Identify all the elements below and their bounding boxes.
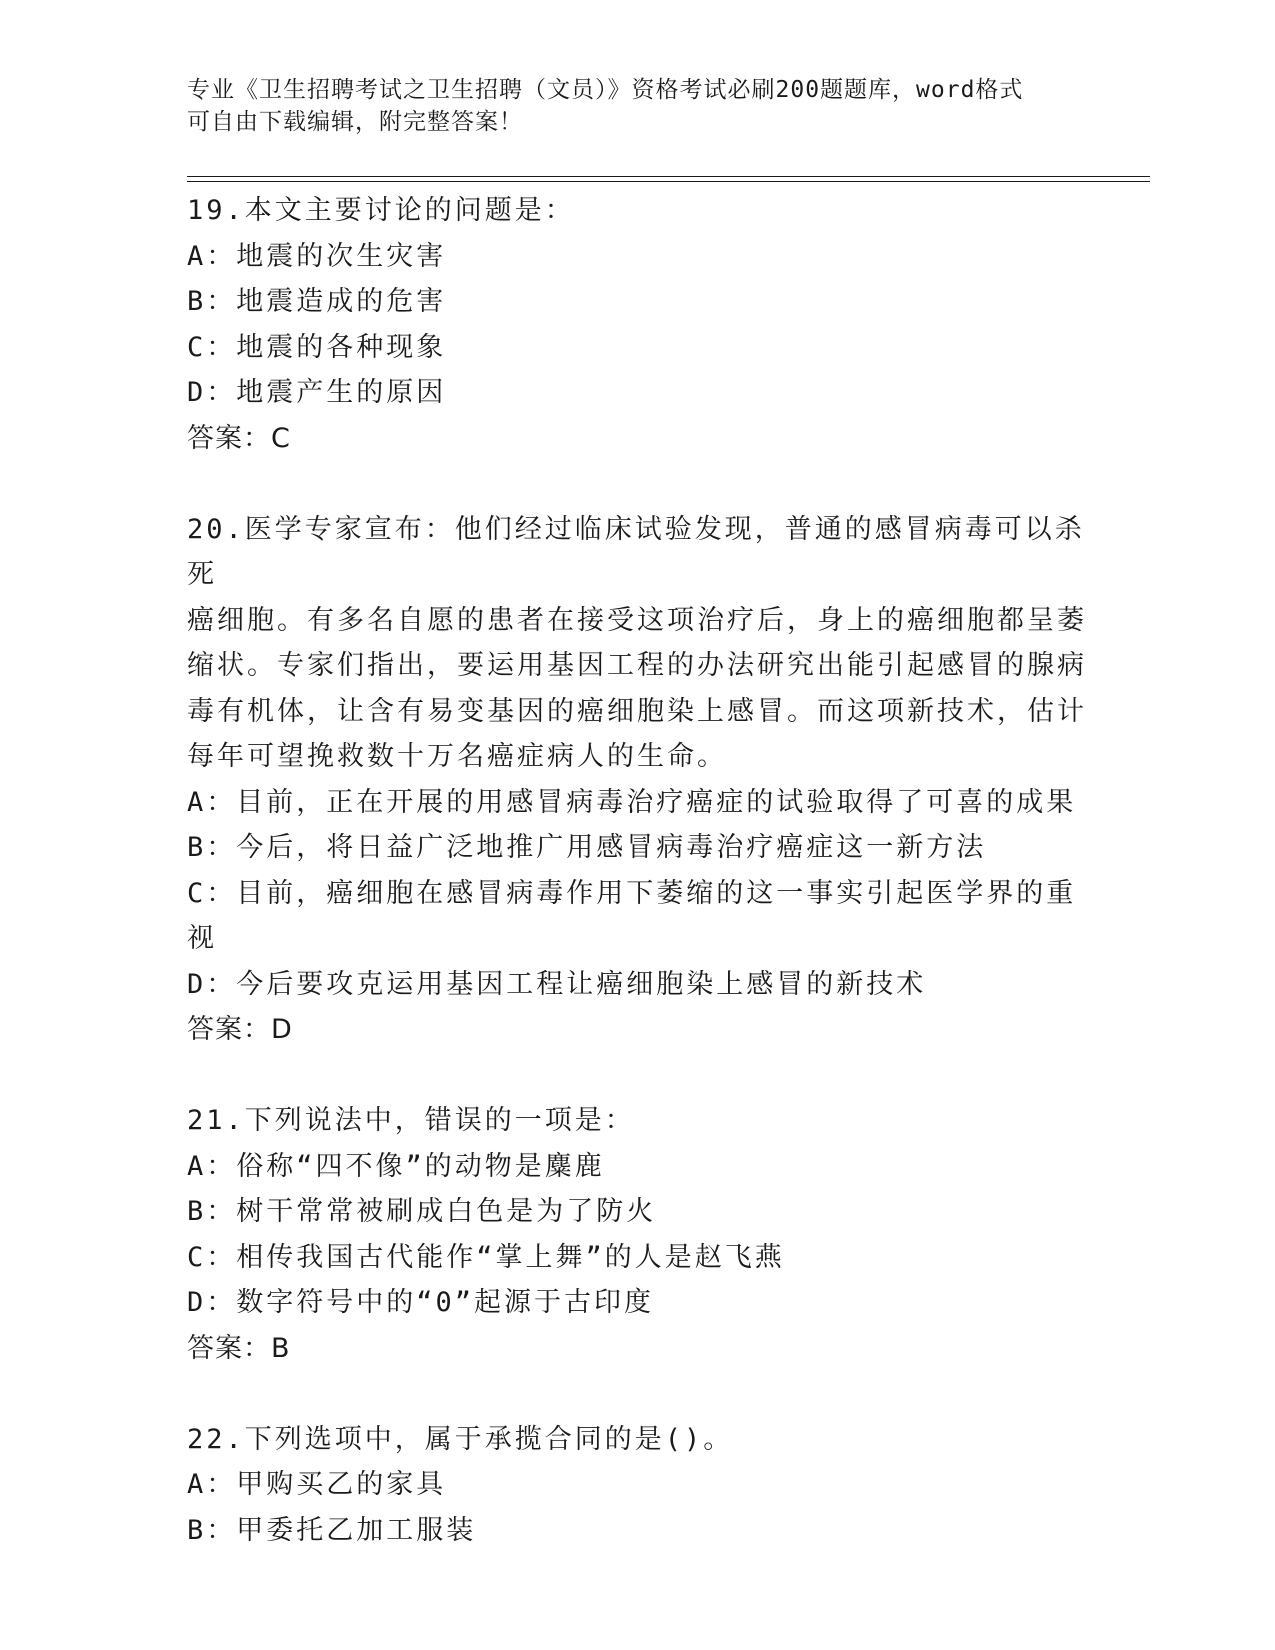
answer-label: 答案： [187,1332,271,1364]
option-d: D：数字符号中的“0”起源于古印度 [187,1287,655,1318]
option-b: B：树干常常被刷成白色是为了防火 [187,1196,657,1227]
option-b: B：今后，将日益广泛地推广用感冒病毒治疗癌症这一新方法 [187,832,987,863]
option-c: C：相传我国古代能作“掌上舞”的人是赵飞燕 [187,1241,785,1273]
question-stem-line: 缩状。专家们指出，要运用基因工程的办法研究出能引起感冒的腺病 [187,650,1087,681]
header-rule-bottom [187,181,1150,182]
option-a: A：目前，正在开展的用感冒病毒治疗癌症的试验取得了可喜的成果 [187,786,1077,818]
question-20 [187,507,1087,1053]
question-stem-line: 每年可望挽救数十万名癌症病人的生命。 [187,741,727,772]
question-stem: 21.下列说法中，错误的一项是： [187,1105,635,1136]
answer-value: B [271,1332,291,1364]
question-list [187,188,1087,1553]
document-header [187,74,1067,138]
option-d: D：今后要攻克运用基因工程让癌细胞染上感冒的新技术 [187,968,927,1000]
question-stem-line: 20.医学专家宣布：他们经过临床试验发现，普通的感冒病毒可以杀死 [187,513,1085,590]
option-d: D：地震产生的原因 [187,377,447,408]
option-a: A：俗称“四不像”的动物是麋鹿 [187,1150,605,1182]
answer-value: D [271,1014,293,1045]
header-line-2: 可自由下载编辑，附完整答案！ [187,109,523,135]
question-stem-line: 癌细胞。有多名自愿的患者在接受这项治疗后，身上的癌细胞都呈萎 [187,604,1087,636]
option-b: B：地震造成的危害 [187,286,447,317]
question-19 [187,188,1087,461]
answer-value: C [271,422,291,454]
header-rule-top [187,176,1150,177]
option-c: C：目前，癌细胞在感冒病毒作用下萎缩的这一事实引起医学界的重视 [187,877,1077,954]
answer-label: 答案： [187,422,271,454]
question-22 [187,1417,1087,1554]
question-stem: 22.下列选项中，属于承揽合同的是()。 [187,1423,734,1455]
answer-line [187,1007,1087,1053]
answer-label: 答案： [187,1014,271,1045]
answer-line [187,1326,1087,1372]
header-line-1: 专业《卫生招聘考试之卫生招聘（文员）》资格考试必刷200题题库，word格式 [187,77,1024,103]
question-stem-line: 毒有机体，让含有易变基因的癌细胞染上感冒。而这项新技术，估计 [187,695,1087,727]
option-a: A：甲购买乙的家具 [187,1469,447,1500]
question-stem: 19.本文主要讨论的问题是： [187,195,575,226]
option-c: C：地震的各种现象 [187,331,447,363]
answer-line [187,416,1087,462]
option-b: B：甲委托乙加工服装 [187,1514,477,1546]
option-a: A：地震的次生灾害 [187,240,447,272]
question-21 [187,1098,1087,1371]
